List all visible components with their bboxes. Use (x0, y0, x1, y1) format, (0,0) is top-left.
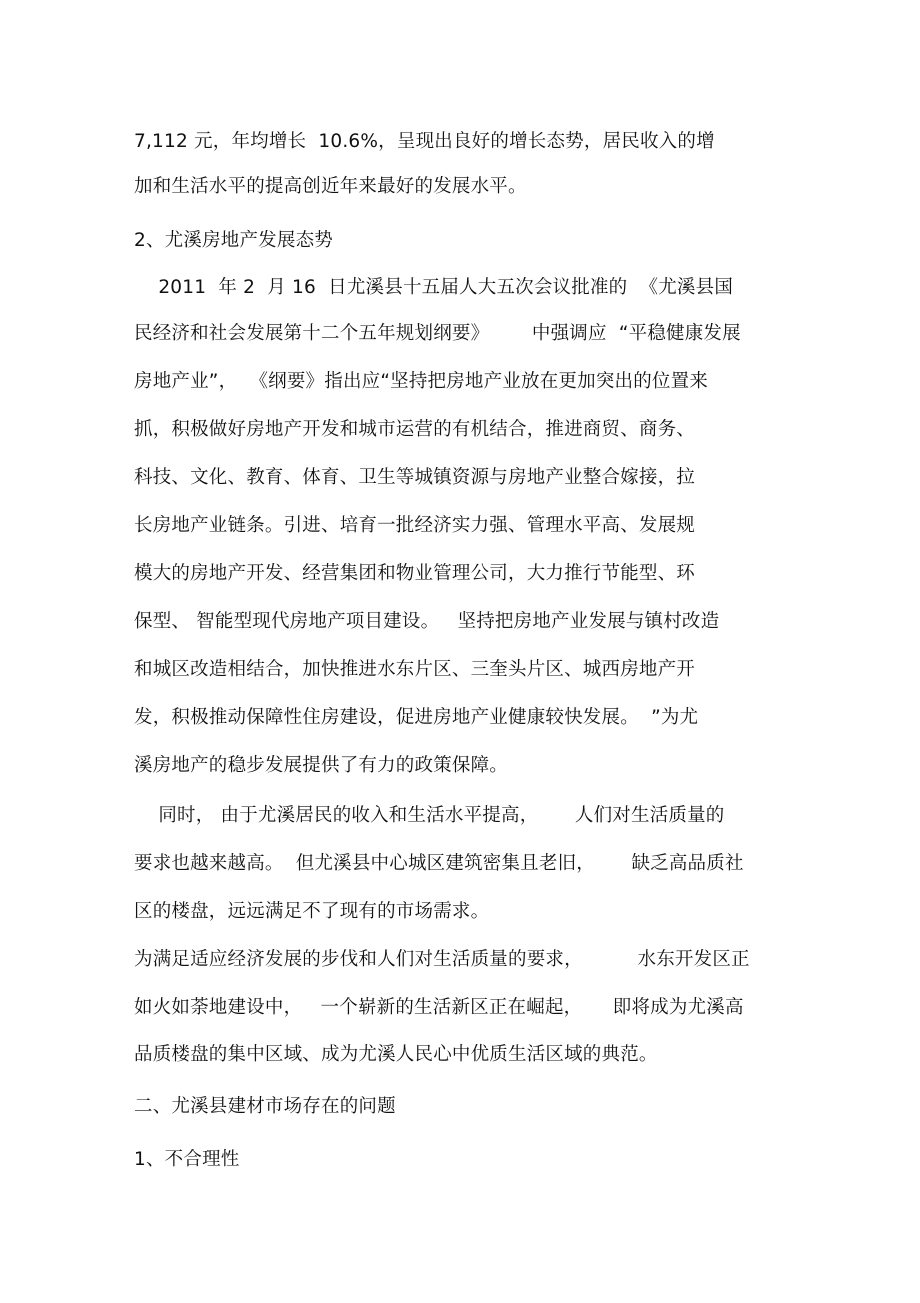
paragraph-line: 长房地产业链条。引进、培育一批经济实力强、管理水平高、发展规 (134, 515, 696, 536)
paragraph-line: 民经济和社会发展第十二个五年规划纲要》 中强调应 “平稳健康发展 (134, 323, 741, 344)
paragraph-line: 品质楼盘的集中区域、成为尤溪人民心中优质生活区域的典范。 (134, 1044, 658, 1065)
paragraph-line: 房地产业”， 《纲要》指出应“坚持把房地产业放在更加突出的位置来 (134, 371, 709, 392)
paragraph-line: 加和生活水平的提高创近年来最好的发展水平。 (134, 176, 527, 197)
paragraph-line: 2011 年 2 月 16 日尤溪县十五届人大五次会议批准的 《尤溪县国 (134, 277, 734, 298)
paragraph-line: 7,112 元，年均增长 10.6%，呈现出良好的增长态势，居民收入的增 (134, 131, 715, 152)
paragraph-line: 和城区改造相结合，加快推进水东片区、三奎头片区、城西房地产开 (134, 659, 696, 680)
paragraph-line: 如火如荼地建设中， 一个崭新的生活新区正在崛起， 即将成为尤溪高 (134, 997, 744, 1018)
paragraph-line: 科技、文化、教育、体育、卫生等城镇资源与房地产业整合嫁接，拉 (134, 467, 696, 488)
paragraph-line: 保型、 智能型现代房地产项目建设。 坚持把房地产业发展与镇村改造 (134, 611, 720, 632)
section-heading: 2、尤溪房地产发展态势 (134, 230, 333, 251)
paragraph-line: 区的楼盘，远远满足不了现有的市场需求。 (134, 901, 490, 922)
paragraph-line: 为满足适应经济发展的步伐和人们对生活质量的要求， 水东开发区正 (134, 949, 750, 970)
section-heading: 二、尤溪县建材市场存在的问题 (134, 1096, 396, 1117)
paragraph-line: 同时， 由于尤溪居民的收入和生活水平提高， 人们对生活质量的 (134, 805, 725, 826)
paragraph-line: 抓，积极做好房地产开发和城市运营的有机结合，推进商贸、商务、 (134, 419, 696, 440)
paragraph-line: 发，积极推动保障性住房建设，促进房地产业健康较快发展。 ”为尤 (134, 707, 699, 728)
paragraph-line: 溪房地产的稳步发展提供了有力的政策保障。 (134, 755, 509, 776)
paragraph-line: 模大的房地产开发、经营集团和物业管理公司，大力推行节能型、环 (134, 563, 696, 584)
subsection-heading: 1、不合理性 (134, 1149, 240, 1170)
paragraph-line: 要求也越来越高。 但尤溪县中心城区建筑密集且老旧， 缺乏高品质社 (134, 853, 744, 874)
